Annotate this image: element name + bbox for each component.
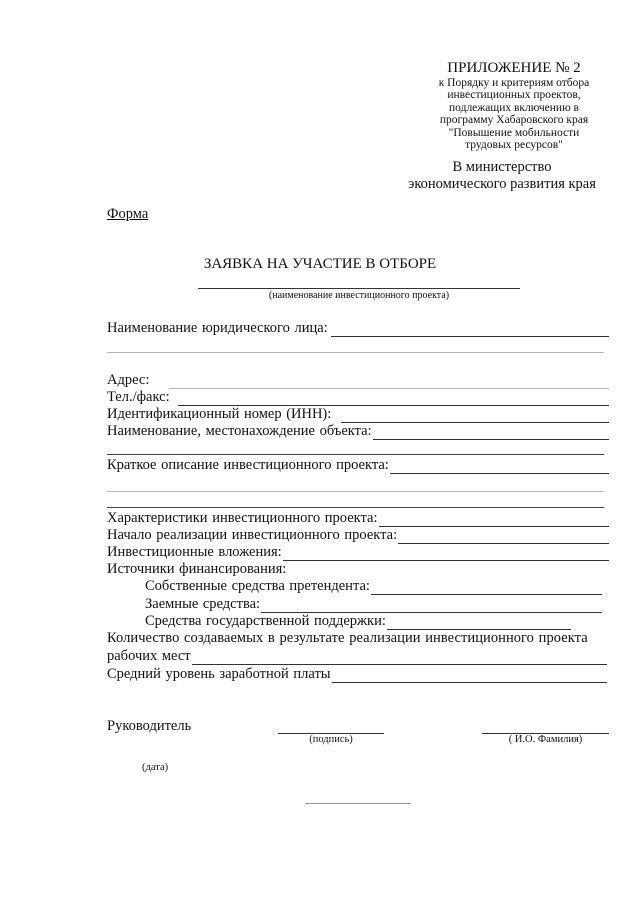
own-funds-row	[145, 578, 602, 595]
jobs-label-line-1: Количество создаваемых в результате реализации инвестиционного проекта	[107, 630, 588, 646]
project-start-label: Начало реализации инвестиционного проекта:	[107, 527, 398, 543]
appendix-title: ПРИЛОЖЕНИЕ № 2	[447, 60, 581, 76]
appendix-line: к Порядку и критериям отбора	[438, 77, 590, 89]
phone-fax-row	[107, 389, 609, 406]
state-support-field[interactable]	[387, 616, 571, 630]
own-funds-field[interactable]	[371, 581, 602, 595]
jobs-row-2	[107, 648, 607, 665]
description-line-3[interactable]	[107, 507, 604, 508]
date-field[interactable]	[305, 803, 411, 804]
object-line-2[interactable]	[107, 454, 604, 455]
addressee-line: В министерство	[452, 159, 552, 175]
characteristics-label: Характеристики инвестиционного проекта:	[107, 510, 378, 526]
date-caption: (дата)	[142, 762, 169, 773]
object-field[interactable]	[373, 426, 609, 440]
legal-entity-label: Наименование юридического лица:	[107, 320, 328, 336]
head-label: Руководитель	[107, 718, 192, 734]
jobs-row-1	[107, 630, 609, 647]
salary-field[interactable]	[332, 669, 607, 683]
addressee-block	[396, 159, 608, 193]
description-row	[107, 457, 609, 474]
inn-label: Идентификационный номер (ИНН):	[107, 406, 332, 422]
address-row	[107, 372, 609, 389]
jobs-field[interactable]	[192, 651, 607, 665]
legal-entity-field[interactable]	[331, 323, 609, 337]
investments-field[interactable]	[283, 547, 609, 561]
borrowed-funds-field[interactable]	[261, 599, 602, 613]
funding-sources-row	[107, 561, 609, 578]
phone-fax-field[interactable]	[178, 392, 609, 406]
addressee-line: экономического развития края	[408, 176, 596, 192]
state-support-row	[145, 613, 571, 630]
object-row	[107, 423, 609, 440]
phone-fax-label: Тел./факс:	[107, 389, 170, 405]
address-field[interactable]	[169, 375, 609, 389]
appendix-line: "Повышение мобильности	[448, 126, 580, 139]
form-label: Форма	[107, 206, 149, 222]
application-title: ЗАЯВКА НА УЧАСТИЕ В ОТБОРЕ	[203, 256, 437, 272]
full-name-caption: ( И.О. Фамилия)	[508, 734, 583, 745]
description-label: Краткое описание инвестиционного проекта:	[107, 457, 389, 473]
own-funds-label: Собственные средства претендента:	[145, 578, 370, 594]
appendix-line: трудовых ресурсов"	[465, 139, 563, 152]
signature-caption: (подпись)	[309, 734, 353, 745]
project-name-field[interactable]	[198, 288, 520, 289]
appendix-line: программу Хабаровского края	[439, 114, 589, 127]
description-line-2[interactable]	[107, 491, 604, 492]
borrowed-funds-row	[145, 596, 602, 613]
investments-label: Инвестиционные вложения:	[107, 544, 282, 560]
appendix-line: инвестиционных проектов,	[447, 89, 581, 102]
inn-field[interactable]	[341, 409, 609, 423]
salary-label: Средний уровень заработной платы	[107, 666, 331, 682]
description-field[interactable]	[390, 460, 609, 474]
object-label: Наименование, местонахождение объекта:	[107, 423, 372, 439]
characteristics-field[interactable]	[379, 513, 609, 527]
inn-row	[107, 406, 609, 423]
characteristics-row	[107, 510, 609, 527]
legal-entity-line-2[interactable]	[107, 352, 604, 353]
project-name-caption: (наименование инвестиционного проекта)	[268, 290, 450, 301]
jobs-label-line-2: рабочих мест	[107, 648, 191, 664]
investments-row	[107, 544, 609, 561]
appendix-line: подлежащих включению в	[449, 101, 579, 114]
state-support-label: Средства государственной поддержки:	[145, 613, 386, 629]
appendix-block	[420, 60, 608, 151]
project-start-row	[107, 527, 609, 544]
funding-sources-label: Источники финансирования:	[107, 561, 287, 577]
salary-row	[107, 666, 607, 683]
legal-entity-row	[107, 320, 609, 337]
borrowed-funds-label: Заемные средства:	[145, 596, 261, 612]
address-label: Адрес:	[107, 372, 150, 388]
project-start-field[interactable]	[398, 530, 609, 544]
